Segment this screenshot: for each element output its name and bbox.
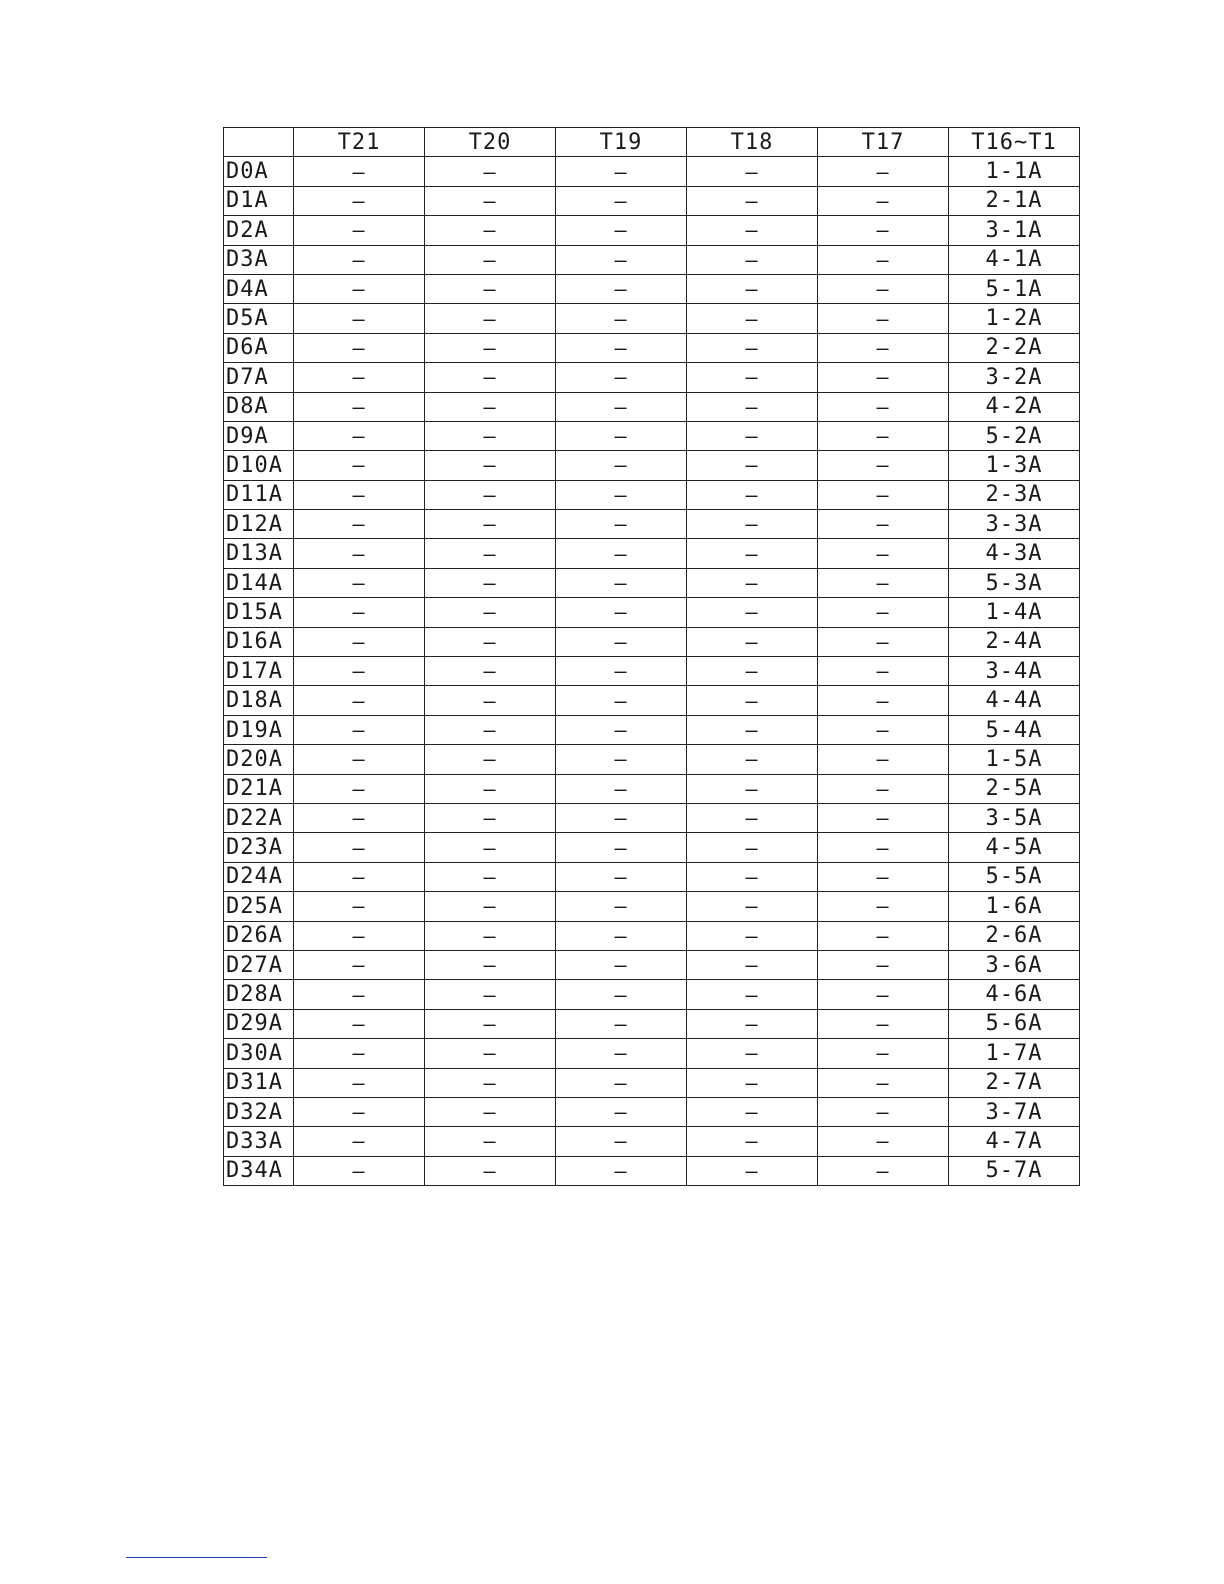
table-row (224, 1039, 1080, 1068)
dash-cell: – (294, 510, 425, 539)
dash-cell: – (556, 274, 687, 303)
dash-cell: – (556, 1156, 687, 1185)
dash-cell: – (556, 1097, 687, 1126)
dash-cell: – (818, 304, 949, 333)
table-row (224, 216, 1080, 245)
dash-cell: – (294, 627, 425, 656)
dash-cell: – (818, 892, 949, 921)
row-label-cell: D19A (224, 715, 294, 744)
dash-cell: – (294, 1127, 425, 1156)
dash-cell: – (556, 539, 687, 568)
dash-cell: – (425, 216, 556, 245)
mapping-cell: 3-6A (949, 950, 1080, 979)
dash-cell: – (687, 921, 818, 950)
dash-cell: – (818, 921, 949, 950)
dash-cell: – (294, 598, 425, 627)
dash-cell: – (556, 245, 687, 274)
dash-cell: – (687, 774, 818, 803)
table-row (224, 715, 1080, 744)
table-row (224, 950, 1080, 979)
dash-cell: – (294, 774, 425, 803)
row-label-cell: D34A (224, 1156, 294, 1185)
mapping-cell: 1-5A (949, 745, 1080, 774)
table-row (224, 1127, 1080, 1156)
dash-cell: – (818, 186, 949, 215)
dash-cell: – (687, 686, 818, 715)
row-label-cell: D7A (224, 363, 294, 392)
table-row (224, 421, 1080, 450)
dash-cell: – (818, 1068, 949, 1097)
dash-cell: – (294, 421, 425, 450)
dash-cell: – (818, 627, 949, 656)
header-row (224, 128, 1080, 157)
dash-cell: – (294, 980, 425, 1009)
mapping-cell: 5-5A (949, 862, 1080, 891)
dash-cell: – (425, 157, 556, 186)
row-label-cell: D11A (224, 480, 294, 509)
dash-cell: – (687, 892, 818, 921)
row-label-cell: D3A (224, 245, 294, 274)
table-header (224, 128, 1080, 157)
dash-cell: – (687, 657, 818, 686)
table-row (224, 1156, 1080, 1185)
mapping-cell: 3-3A (949, 510, 1080, 539)
table-row (224, 657, 1080, 686)
table-row (224, 627, 1080, 656)
dash-cell: – (425, 1127, 556, 1156)
mapping-cell: 3-4A (949, 657, 1080, 686)
table-row (224, 892, 1080, 921)
mapping-cell: 5-7A (949, 1156, 1080, 1185)
dash-cell: – (294, 745, 425, 774)
dash-cell: – (556, 451, 687, 480)
table-row (224, 304, 1080, 333)
dash-cell: – (425, 833, 556, 862)
table-row (224, 686, 1080, 715)
table-row (224, 157, 1080, 186)
row-label-cell: D2A (224, 216, 294, 245)
dash-cell: – (425, 950, 556, 979)
dash-cell: – (818, 774, 949, 803)
dash-cell: – (818, 715, 949, 744)
dash-cell: – (556, 833, 687, 862)
row-label-cell: D26A (224, 921, 294, 950)
dash-cell: – (818, 245, 949, 274)
row-label-cell: D16A (224, 627, 294, 656)
dash-cell: – (425, 304, 556, 333)
mapping-cell: 3-2A (949, 363, 1080, 392)
mapping-cell: 2-6A (949, 921, 1080, 950)
mapping-cell: 5-6A (949, 1009, 1080, 1038)
dash-cell: – (818, 1127, 949, 1156)
dash-cell: – (294, 539, 425, 568)
dash-cell: – (818, 274, 949, 303)
dash-cell: – (687, 1039, 818, 1068)
row-label-cell: D25A (224, 892, 294, 921)
row-label-cell: D12A (224, 510, 294, 539)
dash-cell: – (294, 1068, 425, 1097)
row-label-cell: D15A (224, 598, 294, 627)
dash-cell: – (687, 363, 818, 392)
row-label-cell: D30A (224, 1039, 294, 1068)
mapping-cell: 3-1A (949, 216, 1080, 245)
dash-cell: – (687, 333, 818, 362)
dash-cell: – (818, 1009, 949, 1038)
mapping-cell: 1-7A (949, 1039, 1080, 1068)
dash-cell: – (556, 421, 687, 450)
dash-cell: – (687, 539, 818, 568)
dash-cell: – (687, 1097, 818, 1126)
table-row (224, 803, 1080, 832)
row-label-cell: D0A (224, 157, 294, 186)
table-row (224, 392, 1080, 421)
table-row (224, 539, 1080, 568)
dash-cell: – (687, 1068, 818, 1097)
dash-cell: – (425, 568, 556, 597)
dash-cell: – (294, 892, 425, 921)
row-label-cell: D23A (224, 833, 294, 862)
footnote-separator-line (126, 1557, 267, 1558)
table-row (224, 833, 1080, 862)
dash-cell: – (687, 451, 818, 480)
table-row (224, 745, 1080, 774)
dash-cell: – (294, 216, 425, 245)
dash-cell: – (687, 745, 818, 774)
dash-cell: – (294, 950, 425, 979)
dash-cell: – (818, 1097, 949, 1126)
dash-cell: – (818, 392, 949, 421)
dash-cell: – (687, 803, 818, 832)
row-label-cell: D24A (224, 862, 294, 891)
row-label-cell: D31A (224, 1068, 294, 1097)
dash-cell: – (425, 1039, 556, 1068)
row-label-cell: D6A (224, 333, 294, 362)
dash-cell: – (818, 1156, 949, 1185)
data-table (223, 127, 1080, 1186)
mapping-cell: 4-1A (949, 245, 1080, 274)
dash-cell: – (556, 1009, 687, 1038)
dash-cell: – (556, 1068, 687, 1097)
mapping-cell: 2-3A (949, 480, 1080, 509)
dash-cell: – (425, 1097, 556, 1126)
dash-cell: – (294, 568, 425, 597)
table-body (224, 157, 1080, 1186)
row-label-cell: D22A (224, 803, 294, 832)
dash-cell: – (556, 480, 687, 509)
mapping-cell: 4-2A (949, 392, 1080, 421)
row-label-cell: D10A (224, 451, 294, 480)
dash-cell: – (294, 451, 425, 480)
dash-cell: – (556, 216, 687, 245)
table-row (224, 510, 1080, 539)
dash-cell: – (556, 627, 687, 656)
mapping-cell: 2-7A (949, 1068, 1080, 1097)
dash-cell: – (294, 333, 425, 362)
table-row (224, 1068, 1080, 1097)
table-row (224, 451, 1080, 480)
dash-cell: – (556, 1039, 687, 1068)
table-row (224, 274, 1080, 303)
header-cell-t20: T20 (425, 128, 556, 157)
header-cell-corner (224, 128, 294, 157)
dash-cell: – (294, 1156, 425, 1185)
mapping-cell: 1-1A (949, 157, 1080, 186)
table-row (224, 1097, 1080, 1126)
mapping-cell: 1-4A (949, 598, 1080, 627)
row-label-cell: D21A (224, 774, 294, 803)
dash-cell: – (425, 980, 556, 1009)
table-row (224, 921, 1080, 950)
dash-cell: – (294, 686, 425, 715)
dash-cell: – (556, 392, 687, 421)
dash-cell: – (556, 363, 687, 392)
table-row (224, 774, 1080, 803)
dash-cell: – (294, 921, 425, 950)
dash-cell: – (294, 480, 425, 509)
dash-cell: – (425, 745, 556, 774)
dash-cell: – (818, 451, 949, 480)
dash-cell: – (294, 363, 425, 392)
mapping-cell: 5-3A (949, 568, 1080, 597)
dash-cell: – (425, 392, 556, 421)
dash-cell: – (425, 715, 556, 744)
dash-cell: – (687, 627, 818, 656)
dash-cell: – (556, 921, 687, 950)
header-cell-t16-t1: T16~T1 (949, 128, 1080, 157)
dash-cell: – (294, 274, 425, 303)
table-row (224, 333, 1080, 362)
dash-cell: – (818, 598, 949, 627)
dash-cell: – (294, 715, 425, 744)
row-label-cell: D13A (224, 539, 294, 568)
row-label-cell: D1A (224, 186, 294, 215)
dash-cell: – (556, 774, 687, 803)
dash-cell: – (687, 245, 818, 274)
row-label-cell: D9A (224, 421, 294, 450)
mapping-cell: 3-5A (949, 803, 1080, 832)
header-cell-t17: T17 (818, 128, 949, 157)
mapping-cell: 1-2A (949, 304, 1080, 333)
row-label-cell: D18A (224, 686, 294, 715)
row-label-cell: D14A (224, 568, 294, 597)
dash-cell: – (425, 333, 556, 362)
row-label-cell: D28A (224, 980, 294, 1009)
dash-cell: – (294, 245, 425, 274)
mapping-cell: 2-5A (949, 774, 1080, 803)
dash-cell: – (425, 363, 556, 392)
dash-cell: – (556, 892, 687, 921)
dash-cell: – (425, 657, 556, 686)
dash-cell: – (425, 510, 556, 539)
table-row (224, 862, 1080, 891)
mapping-cell: 2-1A (949, 186, 1080, 215)
mapping-cell: 4-4A (949, 686, 1080, 715)
table-row (224, 480, 1080, 509)
dash-cell: – (818, 157, 949, 186)
table-row (224, 186, 1080, 215)
dash-cell: – (687, 274, 818, 303)
dash-cell: – (687, 304, 818, 333)
mapping-cell: 4-7A (949, 1127, 1080, 1156)
dash-cell: – (294, 186, 425, 215)
row-label-cell: D27A (224, 950, 294, 979)
mapping-cell: 5-1A (949, 274, 1080, 303)
dash-cell: – (425, 421, 556, 450)
table-row (224, 1009, 1080, 1038)
dash-cell: – (556, 950, 687, 979)
dash-cell: – (425, 245, 556, 274)
dash-cell: – (687, 421, 818, 450)
mapping-cell: 1-6A (949, 892, 1080, 921)
row-label-cell: D4A (224, 274, 294, 303)
row-label-cell: D33A (224, 1127, 294, 1156)
mapping-cell: 2-4A (949, 627, 1080, 656)
dash-cell: – (818, 1039, 949, 1068)
dash-cell: – (687, 510, 818, 539)
dash-cell: – (687, 598, 818, 627)
dash-cell: – (687, 568, 818, 597)
dash-cell: – (818, 363, 949, 392)
dash-cell: – (818, 803, 949, 832)
dash-cell: – (818, 510, 949, 539)
dash-cell: – (687, 1009, 818, 1038)
dash-cell: – (687, 715, 818, 744)
dash-cell: – (818, 421, 949, 450)
dash-cell: – (294, 392, 425, 421)
dash-cell: – (556, 186, 687, 215)
dash-cell: – (556, 657, 687, 686)
dash-cell: – (818, 539, 949, 568)
dash-cell: – (818, 745, 949, 774)
dash-cell: – (425, 480, 556, 509)
dash-cell: – (425, 539, 556, 568)
dash-cell: – (294, 803, 425, 832)
dash-cell: – (687, 392, 818, 421)
dash-cell: – (687, 216, 818, 245)
dash-cell: – (425, 686, 556, 715)
dash-cell: – (294, 1009, 425, 1038)
mapping-cell: 5-4A (949, 715, 1080, 744)
dash-cell: – (687, 862, 818, 891)
table-row (224, 598, 1080, 627)
row-label-cell: D20A (224, 745, 294, 774)
dash-cell: – (425, 451, 556, 480)
mapping-cell: 5-2A (949, 421, 1080, 450)
header-cell-t21: T21 (294, 128, 425, 157)
dash-cell: – (687, 1127, 818, 1156)
table-row (224, 568, 1080, 597)
dash-cell: – (556, 568, 687, 597)
dash-cell: – (556, 715, 687, 744)
dash-cell: – (294, 862, 425, 891)
dash-cell: – (556, 686, 687, 715)
dash-cell: – (556, 980, 687, 1009)
dash-cell: – (818, 657, 949, 686)
dash-cell: – (556, 745, 687, 774)
table-row (224, 980, 1080, 1009)
dash-cell: – (556, 862, 687, 891)
row-label-cell: D32A (224, 1097, 294, 1126)
table-row (224, 245, 1080, 274)
dash-cell: – (425, 186, 556, 215)
dash-cell: – (425, 803, 556, 832)
dash-cell: – (687, 186, 818, 215)
header-cell-t18: T18 (687, 128, 818, 157)
dash-cell: – (294, 833, 425, 862)
dash-cell: – (425, 1156, 556, 1185)
dash-cell: – (425, 892, 556, 921)
mapping-cell: 4-5A (949, 833, 1080, 862)
dash-cell: – (294, 304, 425, 333)
dash-cell: – (556, 304, 687, 333)
dash-cell: – (556, 1127, 687, 1156)
dash-cell: – (294, 1039, 425, 1068)
dash-cell: – (556, 598, 687, 627)
dash-cell: – (687, 1156, 818, 1185)
header-cell-t19: T19 (556, 128, 687, 157)
dash-cell: – (425, 274, 556, 303)
dash-cell: – (818, 833, 949, 862)
row-label-cell: D17A (224, 657, 294, 686)
dash-cell: – (687, 480, 818, 509)
dash-cell: – (425, 1009, 556, 1038)
dash-cell: – (818, 568, 949, 597)
dash-cell: – (425, 862, 556, 891)
dash-cell: – (425, 627, 556, 656)
dash-cell: – (294, 1097, 425, 1126)
mapping-cell: 2-2A (949, 333, 1080, 362)
dash-cell: – (818, 216, 949, 245)
dash-cell: – (818, 333, 949, 362)
mapping-cell: 3-7A (949, 1097, 1080, 1126)
dash-cell: – (818, 950, 949, 979)
mapping-cell: 4-3A (949, 539, 1080, 568)
dash-cell: – (556, 803, 687, 832)
dash-cell: – (687, 157, 818, 186)
dash-cell: – (556, 510, 687, 539)
mapping-cell: 1-3A (949, 451, 1080, 480)
dash-cell: – (425, 921, 556, 950)
row-label-cell: D29A (224, 1009, 294, 1038)
dash-cell: – (425, 1068, 556, 1097)
dash-cell: – (818, 862, 949, 891)
dash-cell: – (818, 686, 949, 715)
mapping-cell: 4-6A (949, 980, 1080, 1009)
dash-cell: – (818, 480, 949, 509)
row-label-cell: D8A (224, 392, 294, 421)
dash-cell: – (556, 157, 687, 186)
table-row (224, 363, 1080, 392)
dash-cell: – (425, 598, 556, 627)
dash-cell: – (294, 657, 425, 686)
dash-cell: – (294, 157, 425, 186)
dash-cell: – (818, 980, 949, 1009)
dash-cell: – (687, 950, 818, 979)
dash-cell: – (687, 833, 818, 862)
row-label-cell: D5A (224, 304, 294, 333)
dash-cell: – (556, 333, 687, 362)
dash-cell: – (687, 980, 818, 1009)
dash-cell: – (425, 774, 556, 803)
